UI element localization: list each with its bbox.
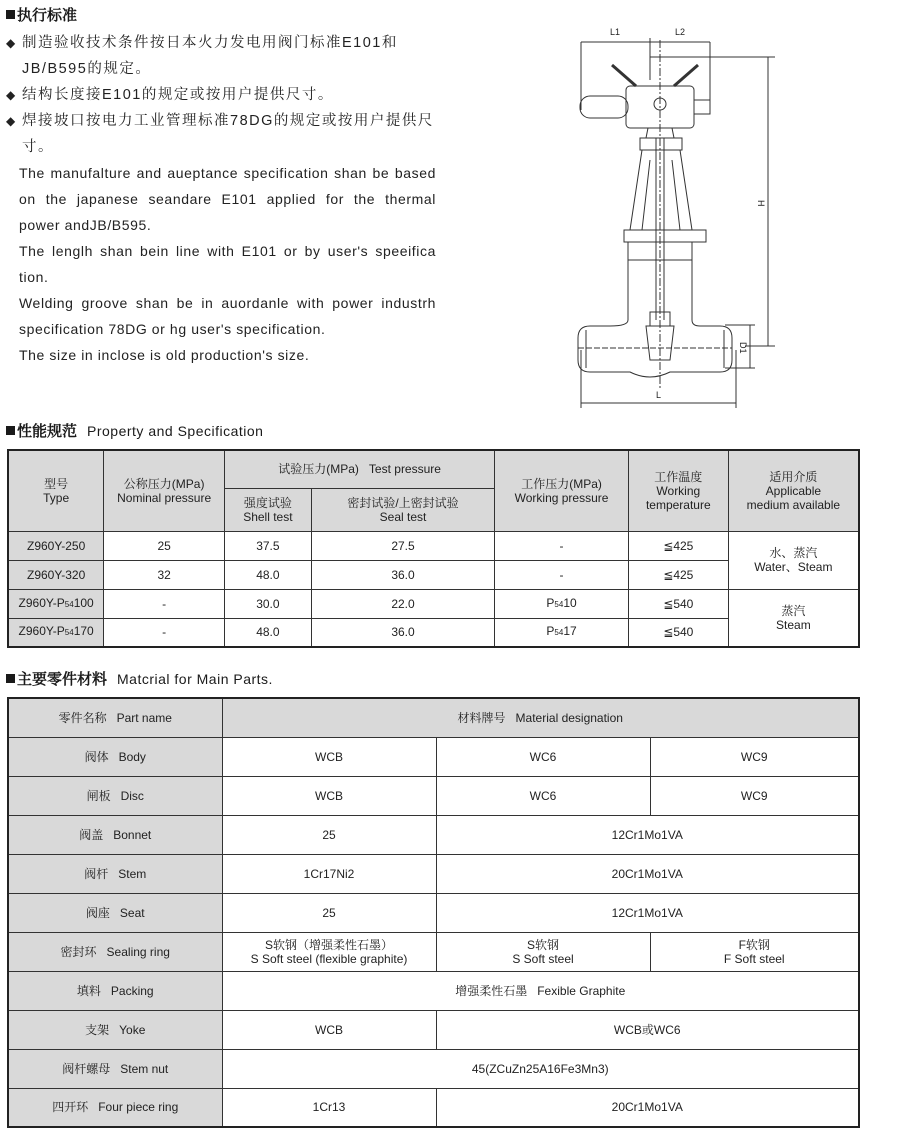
header-nominal-pressure: 公称压力(MPa) Nominal pressure (104, 450, 225, 531)
valve-diagram (570, 20, 800, 415)
property-title: 性能规范 Property and Specification (6, 420, 263, 441)
standard-item: ◆ 制造验收技术条件按日本火力发电用阀门标准E101和JB/B595的规定。 (6, 30, 436, 82)
header-test-pressure: 试验压力(MPa) Test pressure (225, 450, 495, 488)
square-bullet-icon (6, 674, 15, 683)
dim-label-h: H (756, 200, 766, 207)
table-row: 闸板 Disc WCB WC6 WC9 (8, 776, 859, 815)
diamond-bullet-icon: ◆ (6, 114, 16, 128)
table-row: 阀盖 Bonnet 25 12Cr1Mo1VA (8, 815, 859, 854)
table-row: 支架 Yoke WCB WCB或WC6 (8, 1010, 859, 1049)
table-row: 四开环 Four piece ring 1Cr13 20Cr1Mo1VA (8, 1088, 859, 1127)
standard-en-text: Welding groove shan be in auordanle with power industrh specification 78DG or hg user's specification. (19, 295, 436, 337)
square-bullet-icon (6, 10, 15, 19)
dim-label-l2: L2 (675, 27, 686, 37)
standard-en-text: The size in inclose is old production's size. (19, 347, 310, 363)
table-row: 阀座 Seat 25 12Cr1Mo1VA (8, 893, 859, 932)
table-row: 阀杆 Stem 1Cr17Ni2 20Cr1Mo1VA (8, 854, 859, 893)
standard-en-text: The lenglh shan bein line with E101 or by user's speeifica tion. (19, 243, 436, 285)
header-seal-test: 密封试验/上密封试验 Seal test (311, 488, 494, 531)
square-bullet-icon (6, 426, 15, 435)
header-shell-test: 强度试验 Shell test (225, 488, 312, 531)
table-row: 阀杆螺母 Stem nut 45(ZCuZn25A16Fe3Mn3) (8, 1049, 859, 1088)
property-table (7, 449, 860, 648)
header-medium: 适用介质 Applicable medium available (728, 450, 859, 531)
table-row: Z960Y-250 25 37.5 27.5 - ≦425 水、蒸汽 Water、Steam (8, 531, 859, 560)
diamond-bullet-icon: ◆ (6, 88, 16, 102)
standard-item: ◆ 焊接坡口按电力工业管理标准78DG的规定或按用户提供尺寸。 (6, 108, 436, 160)
dim-label-l: L (656, 390, 662, 400)
standards-title: 执行标准 (6, 4, 77, 25)
header-type: 型号 Type (8, 450, 104, 531)
materials-title: 主要零件材料 Matcrial for Main Parts. (6, 668, 273, 689)
standard-en-text: The manufalture and aueptance specification shan be based on the japanese seandare E101 applied for the thermal power andJB/B595. (19, 165, 436, 233)
header-working-pressure: 工作压力(MPa) Working pressure (495, 450, 629, 531)
dim-label-d1: D1 (738, 342, 748, 354)
standards-list (6, 30, 436, 368)
header-working-temperature: 工作温度 Working temperature (628, 450, 728, 531)
table-row: Z960Y-P54170 - 48.0 36.0 P5417 ≦540 (8, 618, 859, 647)
diamond-bullet-icon: ◆ (6, 36, 16, 50)
table-row: 密封环 Sealing ring S软钢（增强柔性石墨） S Soft steel (flexible graphite) S软钢 S Soft steel F软钢 F Soft steel (8, 932, 859, 971)
materials-table (7, 697, 860, 1128)
standard-item: ◆ 结构长度接E101的规定或按用户提供尺寸。 (6, 82, 436, 108)
header-material: 材料牌号 Material designation (222, 698, 859, 737)
table-row: 填料 Packing 增强柔性石墨 Fexible Graphite (8, 971, 859, 1010)
table-row: 阀体 Body WCB WC6 WC9 (8, 737, 859, 776)
dim-label-l1: L1 (610, 27, 621, 37)
table-row: Z960Y-P54100 - 30.0 22.0 P5410 ≦540 蒸汽 Steam (8, 589, 859, 618)
medium-cell: 蒸汽 Steam (728, 589, 859, 647)
table-row: Z960Y-320 32 48.0 36.0 - ≦425 (8, 560, 859, 589)
medium-cell: 水、蒸汽 Water、Steam (728, 531, 859, 589)
header-part-name: 零件名称 Part name (8, 698, 222, 737)
